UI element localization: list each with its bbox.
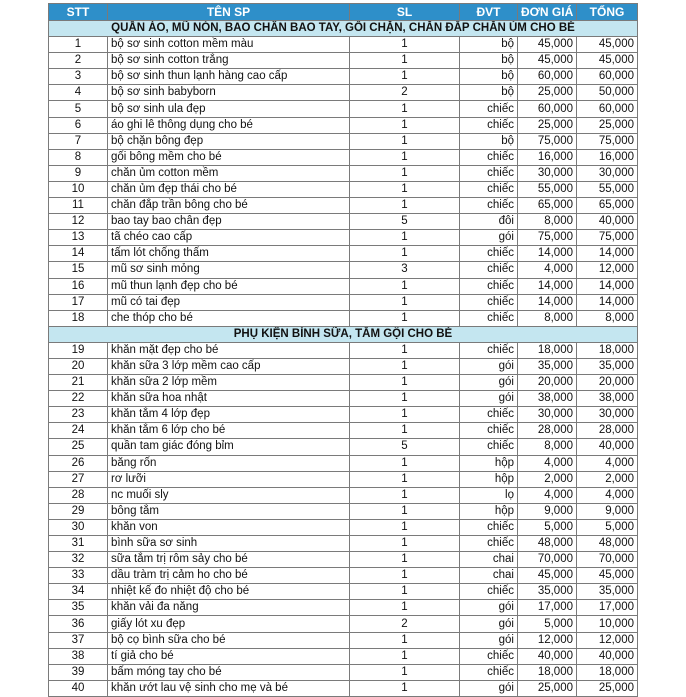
cell-unit[interactable]: chiếc — [460, 439, 518, 455]
cell-unit[interactable]: chiếc — [460, 648, 518, 664]
cell-unit-price[interactable]: 18,000 — [518, 342, 577, 358]
cell-product-name[interactable]: giấy lót xu đẹp — [108, 616, 350, 632]
cell-unit-price[interactable]: 28,000 — [518, 423, 577, 439]
cell-total[interactable]: 4,000 — [577, 455, 638, 471]
cell-quantity[interactable]: 1 — [350, 294, 460, 310]
cell-stt[interactable]: 11 — [49, 198, 108, 214]
cell-unit[interactable]: gói — [460, 375, 518, 391]
cell-unit-price[interactable]: 40,000 — [518, 648, 577, 664]
cell-quantity[interactable]: 1 — [350, 101, 460, 117]
cell-product-name[interactable]: gối bông mềm cho bé — [108, 149, 350, 165]
cell-unit[interactable]: chiếc — [460, 310, 518, 326]
cell-total[interactable]: 14,000 — [577, 278, 638, 294]
cell-stt[interactable]: 35 — [49, 600, 108, 616]
cell-product-name[interactable]: khăn sữa 2 lớp mềm — [108, 375, 350, 391]
cell-stt[interactable]: 6 — [49, 117, 108, 133]
section-title[interactable]: PHỤ KIỆN BÌNH SỮA, TẮM GỘI CHO BÉ — [49, 326, 638, 342]
cell-stt[interactable]: 32 — [49, 552, 108, 568]
cell-unit-price[interactable]: 45,000 — [518, 53, 577, 69]
cell-quantity[interactable]: 1 — [350, 198, 460, 214]
cell-stt[interactable]: 20 — [49, 358, 108, 374]
cell-stt[interactable]: 37 — [49, 632, 108, 648]
header-unit[interactable]: ĐVT — [460, 4, 518, 21]
cell-quantity[interactable]: 1 — [350, 664, 460, 680]
cell-product-name[interactable]: nhiệt kế đo nhiệt độ cho bé — [108, 584, 350, 600]
cell-unit[interactable]: chiếc — [460, 294, 518, 310]
cell-total[interactable]: 2,000 — [577, 471, 638, 487]
table-row — [49, 198, 638, 214]
cell-product-name[interactable]: quần tam giác đóng bỉm — [108, 439, 350, 455]
cell-unit-price[interactable]: 4,000 — [518, 262, 577, 278]
cell-product-name[interactable]: bông tắm — [108, 503, 350, 519]
cell-quantity[interactable]: 1 — [350, 117, 460, 133]
cell-quantity[interactable]: 1 — [350, 519, 460, 535]
cell-stt[interactable]: 33 — [49, 568, 108, 584]
cell-unit[interactable]: chiếc — [460, 181, 518, 197]
cell-stt[interactable]: 29 — [49, 503, 108, 519]
cell-unit-price[interactable]: 38,000 — [518, 391, 577, 407]
table-row — [49, 423, 638, 439]
cell-unit[interactable]: chiếc — [460, 198, 518, 214]
cell-unit-price[interactable]: 48,000 — [518, 536, 577, 552]
cell-stt[interactable]: 28 — [49, 487, 108, 503]
cell-quantity[interactable]: 1 — [350, 181, 460, 197]
cell-unit[interactable]: gói — [460, 358, 518, 374]
cell-unit[interactable]: chiếc — [460, 536, 518, 552]
cell-quantity[interactable]: 3 — [350, 262, 460, 278]
cell-unit[interactable]: bộ — [460, 69, 518, 85]
cell-unit-price[interactable]: 18,000 — [518, 664, 577, 680]
cell-unit[interactable]: chiếc — [460, 584, 518, 600]
table-row — [49, 391, 638, 407]
cell-unit-price[interactable]: 45,000 — [518, 568, 577, 584]
cell-total[interactable]: 12,000 — [577, 632, 638, 648]
cell-total[interactable]: 18,000 — [577, 342, 638, 358]
cell-total[interactable]: 28,000 — [577, 423, 638, 439]
cell-quantity[interactable]: 1 — [350, 133, 460, 149]
cell-product-name[interactable]: băng rốn — [108, 455, 350, 471]
cell-total[interactable]: 14,000 — [577, 294, 638, 310]
cell-total[interactable]: 55,000 — [577, 181, 638, 197]
cell-total[interactable]: 60,000 — [577, 101, 638, 117]
cell-stt[interactable]: 34 — [49, 584, 108, 600]
cell-quantity[interactable]: 5 — [350, 214, 460, 230]
cell-total[interactable]: 17,000 — [577, 600, 638, 616]
cell-unit[interactable]: gói — [460, 680, 518, 696]
cell-unit-price[interactable]: 60,000 — [518, 101, 577, 117]
cell-quantity[interactable]: 1 — [350, 471, 460, 487]
cell-unit-price[interactable]: 14,000 — [518, 246, 577, 262]
cell-total[interactable]: 45,000 — [577, 37, 638, 53]
table-row — [49, 552, 638, 568]
cell-total[interactable]: 60,000 — [577, 69, 638, 85]
table-row — [49, 246, 638, 262]
cell-unit-price[interactable]: 20,000 — [518, 375, 577, 391]
cell-stt[interactable]: 13 — [49, 230, 108, 246]
section-header-row — [49, 326, 638, 342]
cell-stt[interactable]: 26 — [49, 455, 108, 471]
cell-product-name[interactable]: mũ thun lạnh đẹp cho bé — [108, 278, 350, 294]
table-row — [49, 375, 638, 391]
cell-quantity[interactable]: 1 — [350, 230, 460, 246]
cell-unit[interactable]: bộ — [460, 37, 518, 53]
cell-product-name[interactable]: tấm lót chống thấm — [108, 246, 350, 262]
cell-total[interactable]: 5,000 — [577, 519, 638, 535]
cell-product-name[interactable]: dầu tràm trị cảm ho cho bé — [108, 568, 350, 584]
spreadsheet — [48, 3, 637, 697]
cell-quantity[interactable]: 1 — [350, 165, 460, 181]
table-row — [49, 69, 638, 85]
cell-product-name[interactable]: bộ cọ bình sữa cho bé — [108, 632, 350, 648]
cell-total[interactable]: 18,000 — [577, 664, 638, 680]
cell-stt[interactable]: 21 — [49, 375, 108, 391]
table-row — [49, 342, 638, 358]
cell-stt[interactable]: 3 — [49, 69, 108, 85]
table-body — [49, 21, 638, 697]
cell-quantity[interactable]: 2 — [350, 616, 460, 632]
table-row — [49, 648, 638, 664]
cell-stt[interactable]: 24 — [49, 423, 108, 439]
cell-unit[interactable]: chiếc — [460, 519, 518, 535]
cell-unit-price[interactable]: 17,000 — [518, 600, 577, 616]
cell-product-name[interactable]: mũ có tai đẹp — [108, 294, 350, 310]
cell-unit-price[interactable]: 5,000 — [518, 519, 577, 535]
cell-product-name[interactable]: khăn mặt đẹp cho bé — [108, 342, 350, 358]
cell-quantity[interactable]: 1 — [350, 503, 460, 519]
table-row — [49, 680, 638, 696]
cell-unit[interactable]: hộp — [460, 471, 518, 487]
table-row — [49, 536, 638, 552]
product-table — [48, 3, 638, 697]
cell-quantity[interactable]: 1 — [350, 568, 460, 584]
cell-unit-price[interactable]: 8,000 — [518, 214, 577, 230]
cell-product-name[interactable]: mũ sơ sinh mỏng — [108, 262, 350, 278]
cell-unit-price[interactable]: 14,000 — [518, 278, 577, 294]
cell-product-name[interactable]: khăn sữa 3 lớp mềm cao cấp — [108, 358, 350, 374]
cell-total[interactable]: 50,000 — [577, 85, 638, 101]
cell-product-name[interactable]: bộ sơ sinh cotton trắng — [108, 53, 350, 69]
cell-unit-price[interactable]: 12,000 — [518, 632, 577, 648]
cell-unit[interactable]: chiếc — [460, 117, 518, 133]
cell-unit[interactable]: chiếc — [460, 262, 518, 278]
cell-stt[interactable]: 18 — [49, 310, 108, 326]
cell-product-name[interactable]: chăn ủm đẹp thái cho bé — [108, 181, 350, 197]
table-header — [49, 4, 638, 21]
cell-unit-price[interactable]: 75,000 — [518, 133, 577, 149]
cell-total[interactable]: 48,000 — [577, 536, 638, 552]
table-row — [49, 85, 638, 101]
cell-unit-price[interactable]: 30,000 — [518, 165, 577, 181]
cell-unit-price[interactable]: 35,000 — [518, 584, 577, 600]
table-row — [49, 584, 638, 600]
cell-total[interactable]: 10,000 — [577, 616, 638, 632]
cell-stt[interactable]: 14 — [49, 246, 108, 262]
table-row — [49, 181, 638, 197]
cell-total[interactable]: 25,000 — [577, 117, 638, 133]
cell-quantity[interactable]: 1 — [350, 407, 460, 423]
table-row — [49, 101, 638, 117]
cell-stt[interactable]: 15 — [49, 262, 108, 278]
cell-stt[interactable]: 27 — [49, 471, 108, 487]
cell-unit[interactable]: chiếc — [460, 664, 518, 680]
cell-quantity[interactable]: 1 — [350, 69, 460, 85]
cell-total[interactable]: 40,000 — [577, 214, 638, 230]
cell-product-name[interactable]: bao tay bao chân đẹp — [108, 214, 350, 230]
table-row — [49, 616, 638, 632]
cell-total[interactable]: 65,000 — [577, 198, 638, 214]
cell-total[interactable]: 30,000 — [577, 165, 638, 181]
table-row — [49, 230, 638, 246]
cell-quantity[interactable]: 1 — [350, 632, 460, 648]
cell-unit[interactable]: chiếc — [460, 278, 518, 294]
cell-total[interactable]: 8,000 — [577, 310, 638, 326]
cell-total[interactable]: 40,000 — [577, 439, 638, 455]
cell-total[interactable]: 70,000 — [577, 552, 638, 568]
cell-unit[interactable]: gói — [460, 616, 518, 632]
cell-stt[interactable]: 9 — [49, 165, 108, 181]
header-total[interactable]: TỔNG — [577, 4, 638, 21]
cell-total[interactable]: 25,000 — [577, 680, 638, 696]
cell-quantity[interactable]: 1 — [350, 648, 460, 664]
cell-unit[interactable]: gói — [460, 391, 518, 407]
table-row — [49, 664, 638, 680]
cell-unit-price[interactable]: 55,000 — [518, 181, 577, 197]
cell-product-name[interactable]: khăn sữa hoa nhật — [108, 391, 350, 407]
cell-quantity[interactable]: 1 — [350, 584, 460, 600]
cell-product-name[interactable]: sữa tắm trị rôm sảy cho bé — [108, 552, 350, 568]
cell-unit-price[interactable]: 25,000 — [518, 680, 577, 696]
cell-product-name[interactable]: áo ghi lê thông dụng cho bé — [108, 117, 350, 133]
cell-stt[interactable]: 10 — [49, 181, 108, 197]
cell-stt[interactable]: 2 — [49, 53, 108, 69]
cell-unit-price[interactable]: 14,000 — [518, 294, 577, 310]
cell-unit[interactable]: chiếc — [460, 165, 518, 181]
cell-stt[interactable]: 38 — [49, 648, 108, 664]
cell-quantity[interactable]: 1 — [350, 552, 460, 568]
table-row — [49, 439, 638, 455]
cell-unit-price[interactable]: 35,000 — [518, 358, 577, 374]
cell-total[interactable]: 9,000 — [577, 503, 638, 519]
cell-stt[interactable]: 22 — [49, 391, 108, 407]
cell-unit[interactable]: hộp — [460, 455, 518, 471]
cell-quantity[interactable]: 5 — [350, 439, 460, 455]
cell-product-name[interactable]: bộ sơ sinh ula đẹp — [108, 101, 350, 117]
cell-unit[interactable]: chai — [460, 568, 518, 584]
cell-total[interactable]: 75,000 — [577, 133, 638, 149]
cell-unit-price[interactable]: 16,000 — [518, 149, 577, 165]
cell-product-name[interactable]: bộ sơ sinh thun lạnh hàng cao cấp — [108, 69, 350, 85]
cell-stt[interactable]: 39 — [49, 664, 108, 680]
table-row — [49, 149, 638, 165]
cell-unit[interactable]: chiếc — [460, 407, 518, 423]
cell-unit-price[interactable]: 9,000 — [518, 503, 577, 519]
cell-total[interactable]: 12,000 — [577, 262, 638, 278]
cell-unit[interactable]: gói — [460, 600, 518, 616]
cell-unit-price[interactable]: 45,000 — [518, 37, 577, 53]
cell-total[interactable]: 35,000 — [577, 358, 638, 374]
cell-stt[interactable]: 7 — [49, 133, 108, 149]
cell-product-name[interactable]: bộ chặn bông đẹp — [108, 133, 350, 149]
cell-unit[interactable]: chiếc — [460, 149, 518, 165]
cell-quantity[interactable]: 1 — [350, 680, 460, 696]
cell-unit-price[interactable]: 60,000 — [518, 69, 577, 85]
cell-unit-price[interactable]: 8,000 — [518, 310, 577, 326]
cell-stt[interactable]: 36 — [49, 616, 108, 632]
table-row — [49, 278, 638, 294]
table-row — [49, 503, 638, 519]
table-row — [49, 53, 638, 69]
cell-unit-price[interactable]: 4,000 — [518, 455, 577, 471]
table-row — [49, 471, 638, 487]
cell-unit[interactable]: bộ — [460, 133, 518, 149]
cell-total[interactable]: 20,000 — [577, 375, 638, 391]
cell-unit[interactable]: gói — [460, 230, 518, 246]
cell-unit-price[interactable]: 4,000 — [518, 487, 577, 503]
cell-unit-price[interactable]: 5,000 — [518, 616, 577, 632]
cell-product-name[interactable]: bộ sơ sinh babyborn — [108, 85, 350, 101]
cell-quantity[interactable]: 1 — [350, 391, 460, 407]
table-row — [49, 455, 638, 471]
cell-quantity[interactable]: 1 — [350, 487, 460, 503]
cell-stt[interactable]: 23 — [49, 407, 108, 423]
cell-unit[interactable]: đôi — [460, 214, 518, 230]
cell-unit-price[interactable]: 75,000 — [518, 230, 577, 246]
cell-total[interactable]: 38,000 — [577, 391, 638, 407]
cell-unit-price[interactable]: 2,000 — [518, 471, 577, 487]
cell-unit-price[interactable]: 25,000 — [518, 117, 577, 133]
cell-stt[interactable]: 4 — [49, 85, 108, 101]
header-product-name[interactable]: TÊN SP — [108, 4, 350, 21]
header-quantity[interactable]: SL — [350, 4, 460, 21]
cell-stt[interactable]: 12 — [49, 214, 108, 230]
cell-unit[interactable]: hộp — [460, 503, 518, 519]
cell-quantity[interactable]: 1 — [350, 375, 460, 391]
cell-quantity[interactable]: 1 — [350, 53, 460, 69]
cell-total[interactable]: 35,000 — [577, 584, 638, 600]
cell-total[interactable]: 45,000 — [577, 568, 638, 584]
cell-product-name[interactable]: tã chéo cao cấp — [108, 230, 350, 246]
table-row — [49, 519, 638, 535]
section-header-row — [49, 21, 638, 37]
cell-unit[interactable]: bộ — [460, 85, 518, 101]
cell-unit[interactable]: chiếc — [460, 423, 518, 439]
cell-unit[interactable]: chiếc — [460, 246, 518, 262]
cell-total[interactable]: 16,000 — [577, 149, 638, 165]
table-row — [49, 294, 638, 310]
cell-total[interactable]: 14,000 — [577, 246, 638, 262]
table-row — [49, 310, 638, 326]
cell-product-name[interactable]: bình sữa sơ sinh — [108, 536, 350, 552]
table-row — [49, 407, 638, 423]
table-row — [49, 262, 638, 278]
cell-unit[interactable]: chai — [460, 552, 518, 568]
cell-unit-price[interactable]: 65,000 — [518, 198, 577, 214]
cell-unit-price[interactable]: 25,000 — [518, 85, 577, 101]
header-unit-price[interactable]: ĐƠN GIÁ — [518, 4, 577, 21]
table-row — [49, 600, 638, 616]
cell-quantity[interactable]: 1 — [350, 149, 460, 165]
cell-product-name[interactable]: chăn ủm cotton mềm — [108, 165, 350, 181]
cell-quantity[interactable]: 1 — [350, 37, 460, 53]
table-row — [49, 487, 638, 503]
cell-product-name[interactable]: bấm móng tay cho bé — [108, 664, 350, 680]
cell-stt[interactable]: 25 — [49, 439, 108, 455]
cell-product-name[interactable]: chăn đắp trần bông cho bé — [108, 198, 350, 214]
cell-unit-price[interactable]: 70,000 — [518, 552, 577, 568]
cell-total[interactable]: 40,000 — [577, 648, 638, 664]
cell-quantity[interactable]: 1 — [350, 423, 460, 439]
cell-stt[interactable]: 8 — [49, 149, 108, 165]
cell-quantity[interactable]: 1 — [350, 455, 460, 471]
cell-product-name[interactable]: tí giả cho bé — [108, 648, 350, 664]
cell-unit[interactable]: bộ — [460, 53, 518, 69]
cell-quantity[interactable]: 1 — [350, 310, 460, 326]
table-row — [49, 117, 638, 133]
cell-product-name[interactable]: bộ sơ sinh cotton mềm màu — [108, 37, 350, 53]
section-title[interactable]: QUẦN ÁO, MŨ NÓN, BAO CHÂN BAO TAY, GỐI CHẶN, CHĂN ĐẮP CHĂN ỦM CHO BÉ — [49, 21, 638, 37]
cell-quantity[interactable]: 1 — [350, 246, 460, 262]
cell-total[interactable]: 30,000 — [577, 407, 638, 423]
cell-product-name[interactable]: khăn tắm 4 lớp đẹp — [108, 407, 350, 423]
cell-product-name[interactable]: rơ lưỡi — [108, 471, 350, 487]
header-stt[interactable]: STT — [49, 4, 108, 21]
table-row — [49, 37, 638, 53]
cell-total[interactable]: 4,000 — [577, 487, 638, 503]
cell-stt[interactable]: 30 — [49, 519, 108, 535]
cell-unit[interactable]: gói — [460, 632, 518, 648]
cell-product-name[interactable]: khăn tắm 6 lớp cho bé — [108, 423, 350, 439]
cell-unit[interactable]: chiếc — [460, 101, 518, 117]
cell-unit-price[interactable]: 8,000 — [518, 439, 577, 455]
table-row — [49, 165, 638, 181]
cell-total[interactable]: 45,000 — [577, 53, 638, 69]
cell-quantity[interactable]: 1 — [350, 600, 460, 616]
cell-stt[interactable]: 16 — [49, 278, 108, 294]
cell-stt[interactable]: 31 — [49, 536, 108, 552]
cell-quantity[interactable]: 1 — [350, 342, 460, 358]
cell-quantity[interactable]: 2 — [350, 85, 460, 101]
cell-stt[interactable]: 1 — [49, 37, 108, 53]
cell-stt[interactable]: 19 — [49, 342, 108, 358]
cell-quantity[interactable]: 1 — [350, 358, 460, 374]
table-row — [49, 358, 638, 374]
cell-unit[interactable]: lọ — [460, 487, 518, 503]
cell-quantity[interactable]: 1 — [350, 278, 460, 294]
cell-unit[interactable]: chiếc — [460, 342, 518, 358]
table-row — [49, 568, 638, 584]
header-row — [49, 4, 638, 21]
cell-stt[interactable]: 40 — [49, 680, 108, 696]
cell-total[interactable]: 75,000 — [577, 230, 638, 246]
table-row — [49, 632, 638, 648]
cell-product-name[interactable]: khăn ướt lau vệ sinh cho mẹ và bé — [108, 680, 350, 696]
cell-product-name[interactable]: nc muối sly — [108, 487, 350, 503]
cell-product-name[interactable]: che thóp cho bé — [108, 310, 350, 326]
cell-product-name[interactable]: khăn vải đa năng — [108, 600, 350, 616]
table-row — [49, 214, 638, 230]
cell-quantity[interactable]: 1 — [350, 536, 460, 552]
cell-stt[interactable]: 17 — [49, 294, 108, 310]
cell-product-name[interactable]: khăn von — [108, 519, 350, 535]
table-row — [49, 133, 638, 149]
cell-stt[interactable]: 5 — [49, 101, 108, 117]
cell-unit-price[interactable]: 30,000 — [518, 407, 577, 423]
